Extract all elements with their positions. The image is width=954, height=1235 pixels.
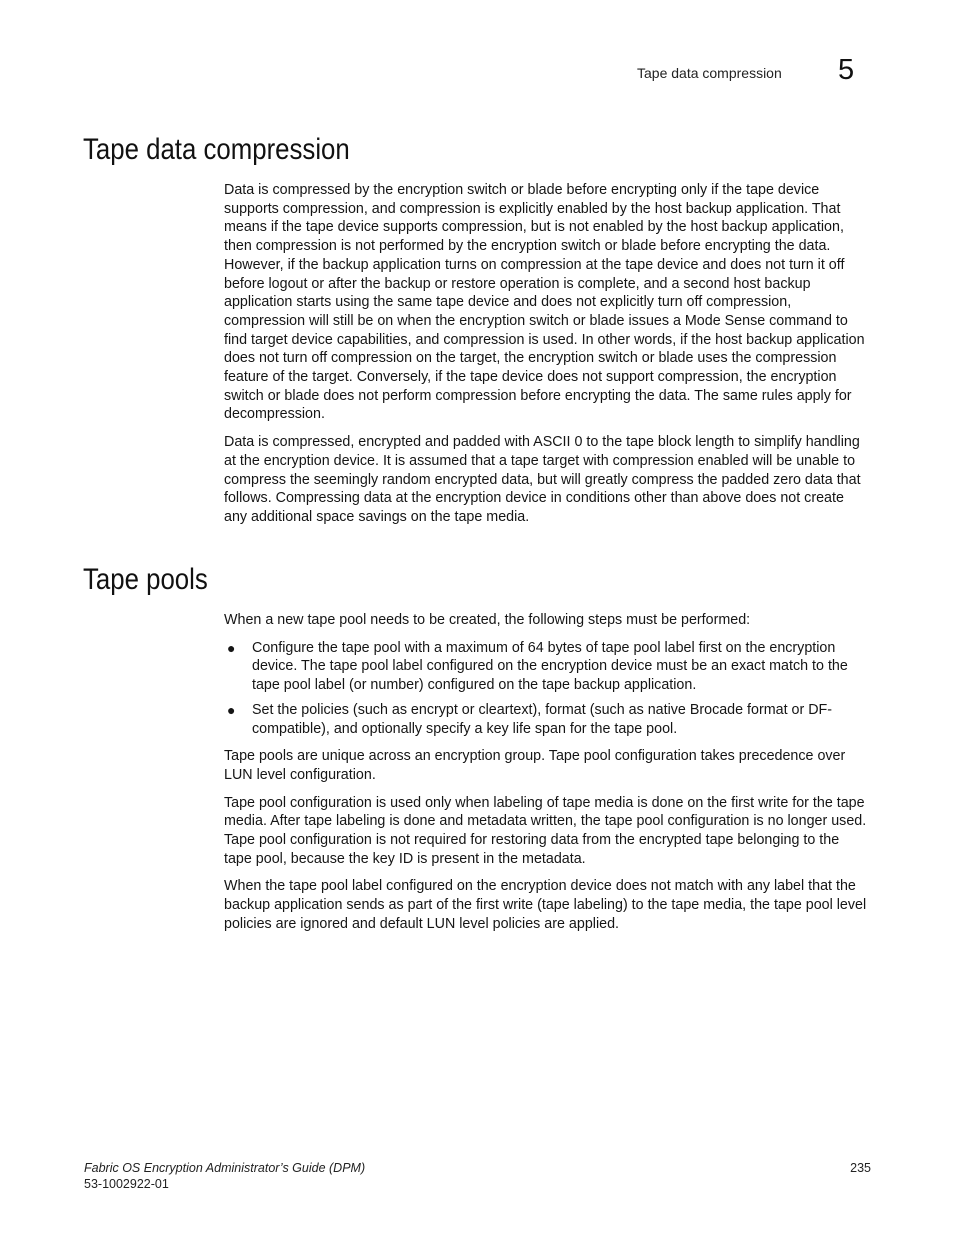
paragraph: Tape pool configuration is used only when labeling of tape media is done on the first write for the tape media. After tape labeling is done and metadata written, the tape pool configuration is no longer used. Tape pool configuration is not required for restoring data from the encrypted tape belonging to the tape pool, because the key ID is present in the metadata.	[224, 794, 867, 867]
running-title: Tape data compression	[637, 65, 782, 81]
page-footer	[84, 1161, 871, 1192]
list-item-text: Set the policies (such as encrypt or cleartext), format (such as native Brocade format or DF-compatible), and optionally specify a key life span for the tape pool.	[252, 701, 833, 737]
section-body-pools	[224, 611, 870, 943]
paragraph: Data is compressed, encrypted and padded with ASCII 0 to the tape block length to simplify handling at the encryption device. It is assumed that a tape target with compression enabled will be unable to compress the seemingly random encrypted data, but will greatly compress the padded zero data that follows. Compressing data at the encryption device in conditions other than above does not create any additional space savings on the tape media.	[224, 434, 861, 525]
section-body-compression	[224, 181, 870, 536]
bullet-icon: ●	[227, 701, 236, 718]
section-heading-pools: Tape pools	[83, 563, 208, 596]
list-item	[224, 701, 870, 738]
steps-list	[224, 639, 870, 739]
section-heading-compression: Tape data compression	[83, 133, 350, 166]
list-item-text: Configure the tape pool with a maximum of 64 bytes of tape pool label first on the encryption device. The tape pool label configured on the encryption device must be an exact match to the tape pool label (or number) configured on the tape backup application.	[252, 639, 848, 694]
document-title: Fabric OS Encryption Administrator’s Guide (DPM)	[84, 1161, 366, 1175]
paragraph: When the tape pool label configured on the encryption device does not match with any label that the backup application sends as part of the first write (tape labeling) to the tape media, the tape pool level policies are ignored and default LUN level policies are applied.	[224, 878, 867, 932]
chapter-number: 5	[838, 54, 855, 86]
page-number: 235	[850, 1161, 871, 1175]
list-item	[224, 639, 870, 695]
document-number: 53-1002922-01	[84, 1176, 169, 1191]
paragraph: Tape pools are unique across an encryption group. Tape pool configuration takes precedence over LUN level configuration.	[224, 748, 846, 783]
bullet-icon: ●	[227, 639, 236, 656]
intro-paragraph: When a new tape pool needs to be created, the following steps must be performed:	[224, 612, 751, 628]
paragraph: Data is compressed by the encryption switch or blade before encrypting only if the tape device supports compression, and compression is explicitly enabled by the host backup application. That means if the tape device supports compression, but is not enabled by the host backup application, then compression is not performed by the encryption switch or blade before encrypting the data. However, if the backup application turns on compression at the tape device and does not turn it off before logout or after the backup or restore operation is complete, and a second host backup application starts using the same tape device and does not explicitly turn off compression, compression will still be on when the encryption switch or blade issues a Mode Sense command to find target device capabilities, and compression is used. In other words, if the host backup application does not turn off compression on the target, the encryption switch or blade uses the compression feature of the target. Conversely, if the tape device does not support compression, the encryption switch or blade does not perform compression before encrypting the data. The same rules apply for decompression.	[224, 182, 865, 423]
